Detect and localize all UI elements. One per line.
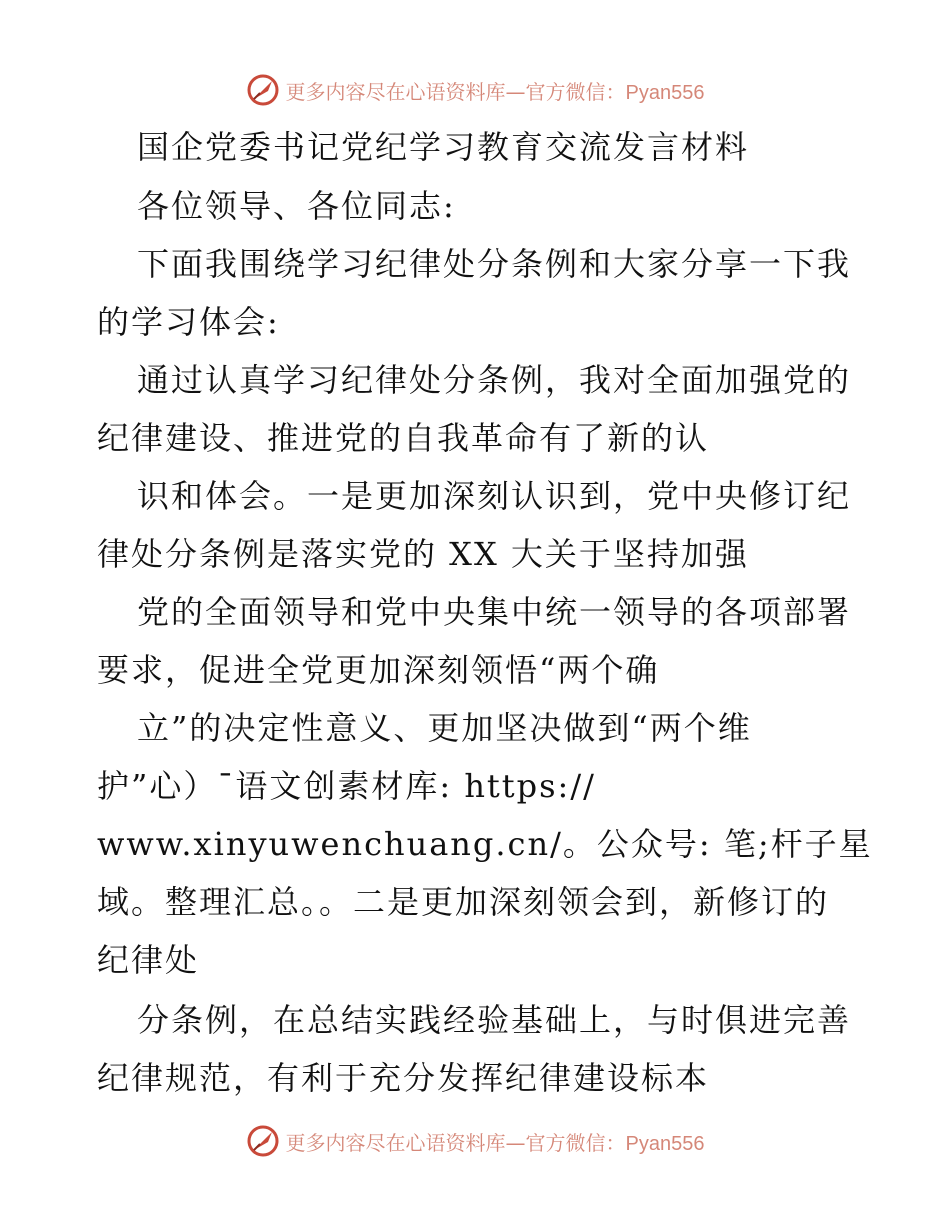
salutation: 各位领导、各位同志: xyxy=(137,187,456,225)
paragraph-line: 纪律处 xyxy=(97,941,200,979)
paragraph-line: 律处分条例是落实党的 XX 大关于坚持加强 xyxy=(97,535,749,573)
watermark-label: 更多内容尽在心语资料库—官方微信： xyxy=(285,79,626,104)
quill-pen-circle-icon xyxy=(246,1124,280,1158)
paragraph-line: 党的全面领导和党中央集中统一领导的各项部署 xyxy=(137,593,852,631)
paragraph-line: 通过认真学习纪律处分条例，我对全面加强党的 xyxy=(137,361,852,399)
paragraph-line: 立”的决定性意义、更加坚决做到“两个维 xyxy=(137,709,752,747)
paragraph-line: 域。整理汇总。。二是更加深刻领会到，新修订的 xyxy=(97,883,830,921)
watermark-header xyxy=(0,70,950,110)
watermark-text xyxy=(286,76,705,105)
paragraph-line: 识和体会。一是更加深刻认识到，党中央修订纪 xyxy=(137,477,852,515)
paragraph-line: 纪律规范，有利于充分发挥纪律建设标本 xyxy=(97,1059,710,1097)
paragraph-line: 纪律建设、推进党的自我革命有了新的认 xyxy=(97,419,710,457)
quill-pen-circle-icon xyxy=(246,73,280,107)
watermark-label: 更多内容尽在心语资料库—官方微信： xyxy=(285,1130,626,1155)
paragraph-line: 分条例，在总结实践经验基础上，与时俱进完善 xyxy=(137,1001,852,1039)
paragraph-line: 下面我围绕学习纪律处分条例和大家分享一下我 xyxy=(137,245,852,283)
watermark-wechat-id: Pyan556 xyxy=(625,1132,705,1155)
watermark-text xyxy=(286,1127,705,1156)
document-title: 国企党委书记党纪学习教育交流发言材料 xyxy=(137,128,750,166)
watermark-footer xyxy=(0,1121,950,1161)
paragraph-line: 护”心）¯语文创素材库: https:// xyxy=(97,767,596,805)
paragraph-line: 要求，促进全党更加深刻领悟“两个确 xyxy=(97,651,660,689)
watermark-wechat-id: Pyan556 xyxy=(625,81,705,104)
paragraph-line: www.xinyuwenchuang.cn/。公众号: 笔;杆子星 xyxy=(97,825,873,863)
paragraph-line: 的学习体会: xyxy=(97,303,280,341)
